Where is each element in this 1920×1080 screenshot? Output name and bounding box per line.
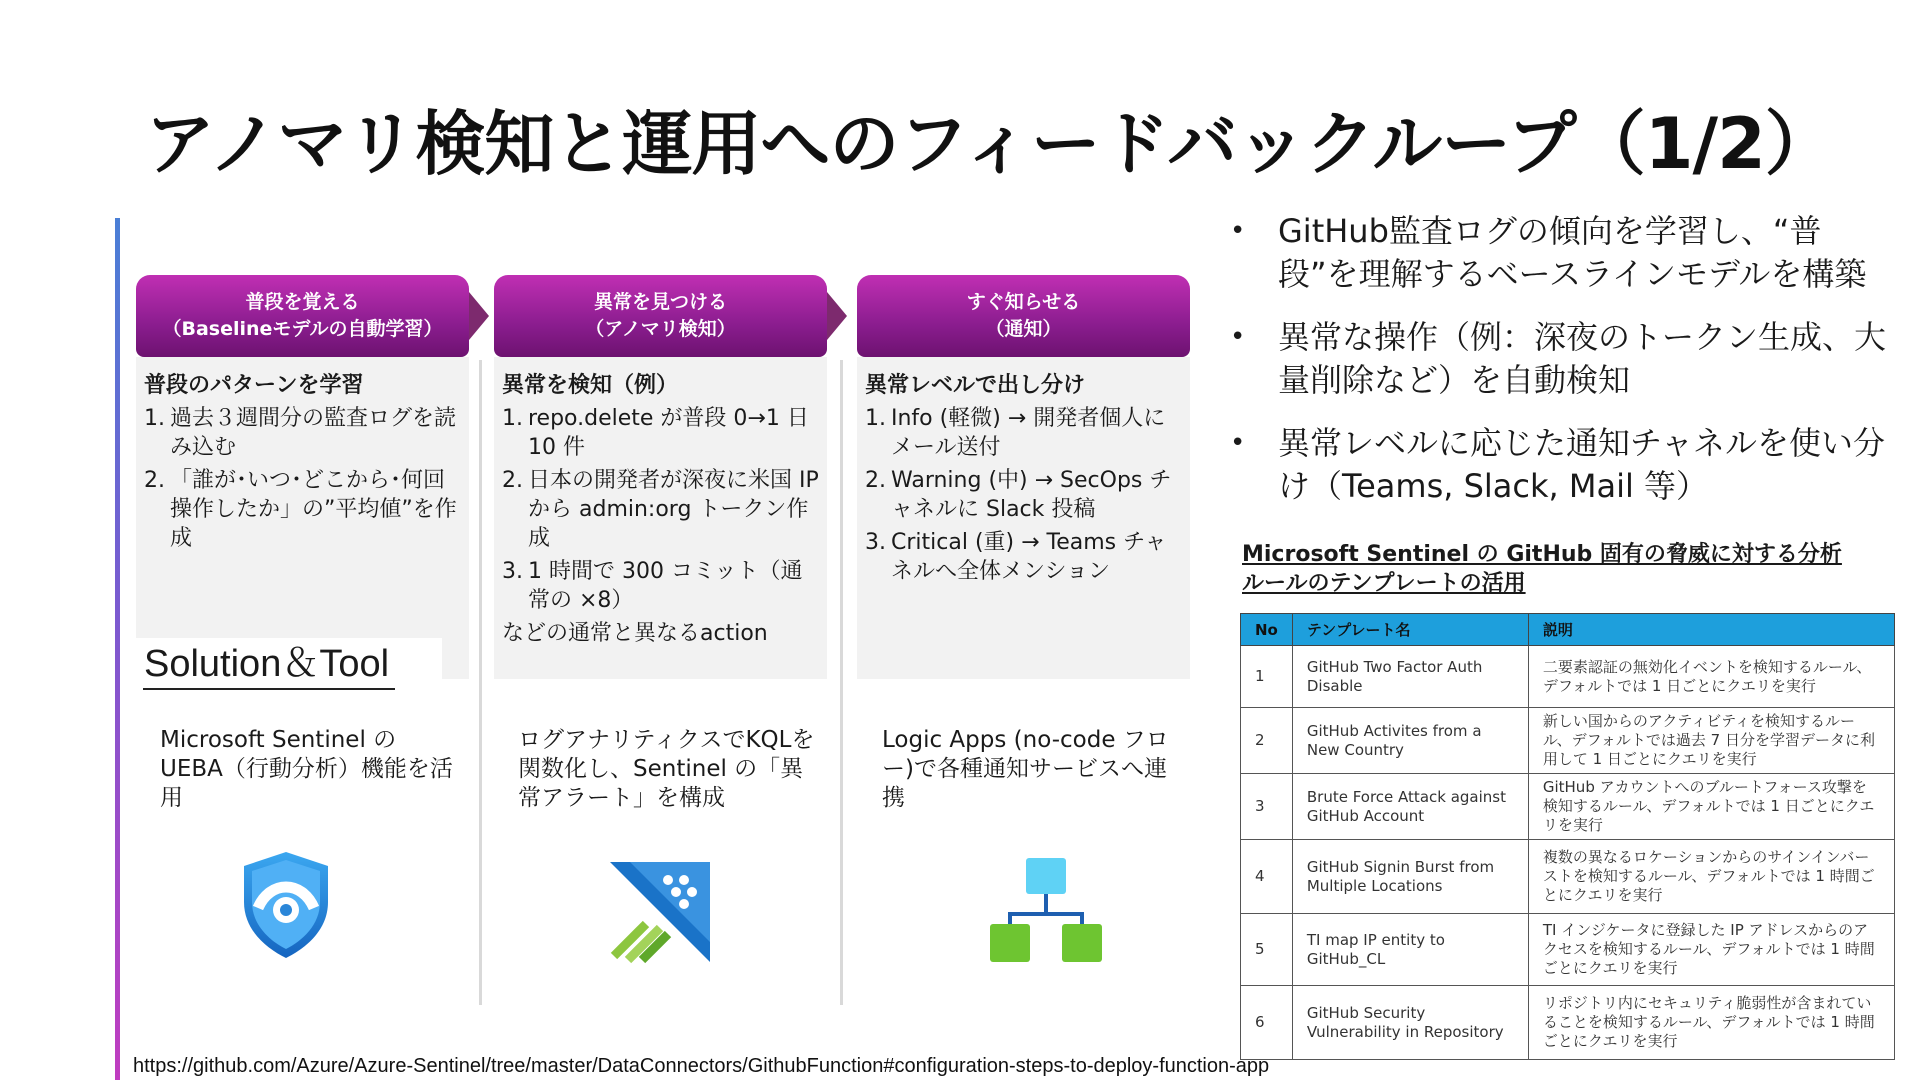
list-item bbox=[502, 404, 819, 462]
step-body bbox=[136, 357, 469, 679]
table-title: Microsoft Sentinel の GitHub 固有の脅威に対する分析ルールのテンプレートの活用 bbox=[1242, 542, 1842, 596]
step-column-notify bbox=[857, 275, 1190, 679]
column-header-description: 説明 bbox=[1528, 614, 1894, 646]
step-body bbox=[494, 357, 827, 679]
cell-template-name: GitHub Activites from a New Country bbox=[1292, 708, 1528, 774]
list-item bbox=[144, 466, 461, 553]
cell-no: 6 bbox=[1241, 986, 1293, 1060]
chevron-right-icon bbox=[827, 292, 847, 340]
list-number: 1. bbox=[865, 406, 886, 431]
cell-template-name: GitHub Signin Burst from Multiple Locations bbox=[1292, 840, 1528, 914]
cell-no: 2 bbox=[1241, 708, 1293, 774]
bullet-text: 異常な操作（例：深夜のトークン生成、大量削除など）を自動検知 bbox=[1278, 318, 1887, 399]
cell-template-name: GitHub Two Factor Auth Disable bbox=[1292, 646, 1528, 708]
list-number: 2. bbox=[865, 468, 886, 493]
cell-template-name: TI map IP entity to GitHub_CL bbox=[1292, 914, 1528, 986]
list-item bbox=[865, 404, 1182, 462]
table-row bbox=[1241, 914, 1895, 986]
step-list bbox=[144, 404, 461, 553]
bullet-text: GitHub監査ログの傾向を学習し、“普段”を理解するベースラインモデルを構築 bbox=[1278, 212, 1867, 293]
table-row bbox=[1241, 646, 1895, 708]
step-tail-text: などの通常と異なるaction bbox=[502, 621, 768, 646]
list-item bbox=[865, 466, 1182, 524]
step-header-title: すぐ知らせる bbox=[966, 291, 1081, 313]
list-item bbox=[502, 466, 819, 553]
tool-description: Microsoft Sentinel の UEBA（行動分析）機能を活用 bbox=[160, 727, 453, 811]
step-list bbox=[865, 404, 1182, 586]
list-text: Info (軽微) → 開発者個人にメール送付 bbox=[891, 406, 1166, 460]
column-header-no: No bbox=[1241, 614, 1293, 646]
log-analytics-icon bbox=[608, 860, 712, 968]
cell-no: 5 bbox=[1241, 914, 1293, 986]
step-heading: 異常を検知（例） bbox=[502, 373, 679, 398]
table-row bbox=[1241, 840, 1895, 914]
cell-description: 二要素認証の無効化イベントを検知するルール、デフォルトでは 1 日ごとにクエリを実行 bbox=[1528, 646, 1894, 708]
list-text: Warning (中) → SecOps チャネルに Slack 投稿 bbox=[891, 468, 1172, 522]
list-number: 3. bbox=[865, 530, 886, 555]
accent-bar bbox=[115, 218, 120, 1080]
bullet-item bbox=[1230, 422, 1900, 508]
cell-description: TI インジケータに登録した IP アドレスからのアクセスを検知するルール、デフォルトでは 1 時間ごとにクエリを実行 bbox=[1528, 914, 1894, 986]
shield-eye-icon bbox=[240, 850, 332, 964]
tool-description: ログアナリティクスでKQLを関数化し、Sentinel の「異常アラート」を構成 bbox=[518, 727, 815, 811]
step-header-title: 異常を見つける bbox=[593, 291, 727, 313]
step-heading: 普段のパターンを学習 bbox=[144, 373, 364, 398]
logic-apps-icon bbox=[990, 856, 1102, 970]
list-number: 3. bbox=[502, 559, 523, 584]
step-body bbox=[857, 357, 1190, 679]
step-header-subtitle: （Baselineモデルの自動学習） bbox=[162, 318, 443, 340]
bullet-icon: • bbox=[1230, 216, 1246, 246]
table-row bbox=[1241, 986, 1895, 1060]
list-item bbox=[144, 404, 461, 462]
solution-tool-label: Solution＆Tool bbox=[136, 638, 442, 690]
list-text: 過去３週間分の監査ログを読み込む bbox=[170, 406, 457, 460]
chevron-right-icon bbox=[469, 292, 489, 340]
step-header bbox=[136, 275, 469, 357]
list-text: 「誰が･いつ･どこから･何回操作したか」の”平均値”を作成 bbox=[170, 468, 457, 551]
cell-template-name: GitHub Security Vulnerability in Repository bbox=[1292, 986, 1528, 1060]
column-header-template: テンプレート名 bbox=[1292, 614, 1528, 646]
cell-description: リポジトリ内にセキュリティ脆弱性が含まれていることを検知するルール、デフォルトでは 1 時間ごとにクエリを実行 bbox=[1528, 986, 1894, 1060]
step-header-subtitle: （アノマリ検知） bbox=[585, 318, 736, 340]
tool-description: Logic Apps (no-code フロー)で各種通知サービスへ連携 bbox=[882, 727, 1169, 811]
bullet-text: 異常レベルに応じた通知チャネルを使い分け（Teams, Slack, Mail 等） bbox=[1278, 424, 1886, 505]
step-list bbox=[502, 404, 819, 615]
cell-description: 複数の異なるロケーションからのサインインバーストを検知するルール、デフォルトでは 1 時間ごとにクエリを実行 bbox=[1528, 840, 1894, 914]
cell-no: 1 bbox=[1241, 646, 1293, 708]
list-number: 1. bbox=[502, 406, 523, 431]
bullet-icon: • bbox=[1230, 428, 1246, 458]
step-header-subtitle: （通知） bbox=[985, 318, 1062, 340]
list-number: 2. bbox=[502, 468, 523, 493]
bullet-item bbox=[1230, 316, 1900, 402]
cell-description: GitHub アカウントへのブルートフォース攻撃を検知するルール、デフォルトでは 1 日ごとにクエリを実行 bbox=[1528, 774, 1894, 840]
list-number: 1. bbox=[144, 406, 165, 431]
column-divider bbox=[840, 360, 843, 1005]
cell-description: 新しい国からのアクティビティを検知するルール、デフォルトでは過去 7 日分を学習データに利用して 1 日ごとにクエリを実行 bbox=[1528, 708, 1894, 774]
table-row bbox=[1241, 708, 1895, 774]
step-column-baseline bbox=[136, 275, 469, 679]
step-header bbox=[857, 275, 1190, 357]
cell-no: 4 bbox=[1241, 840, 1293, 914]
list-number: 2. bbox=[144, 468, 165, 493]
list-item bbox=[502, 557, 819, 615]
list-text: repo.delete が普段 0→1 日 10 件 bbox=[528, 406, 809, 460]
page-title: アノマリ検知と運用へのフィードバックループ（1/2） bbox=[145, 103, 1834, 185]
column-divider bbox=[479, 360, 482, 1005]
list-text: 日本の開発者が深夜に米国 IP から admin:org トークン作成 bbox=[528, 468, 819, 551]
bullet-item bbox=[1230, 210, 1900, 296]
step-header bbox=[494, 275, 827, 357]
list-text: 1 時間で 300 コミット（通常の ×8） bbox=[528, 559, 803, 613]
list-text: Critical (重) → Teams チャネルへ全体メンション bbox=[891, 530, 1167, 584]
table-row bbox=[1241, 774, 1895, 840]
source-link[interactable]: https://github.com/Azure/Azure-Sentinel/tree/master/DataConnectors/GithubFunction#configuration-steps-to-deploy-function-app bbox=[133, 1055, 1270, 1077]
cell-no: 3 bbox=[1241, 774, 1293, 840]
step-column-anomaly bbox=[494, 275, 827, 679]
cell-template-name: Brute Force Attack against GitHub Account bbox=[1292, 774, 1528, 840]
step-heading: 異常レベルで出し分け bbox=[865, 373, 1086, 398]
step-header-title: 普段を覚える bbox=[245, 291, 360, 313]
list-item bbox=[865, 528, 1182, 586]
table-header-row bbox=[1241, 614, 1895, 646]
bullet-icon: • bbox=[1230, 322, 1246, 352]
summary-bullets bbox=[1230, 210, 1900, 528]
rule-template-table bbox=[1240, 613, 1895, 1060]
solution-underline bbox=[143, 688, 395, 690]
